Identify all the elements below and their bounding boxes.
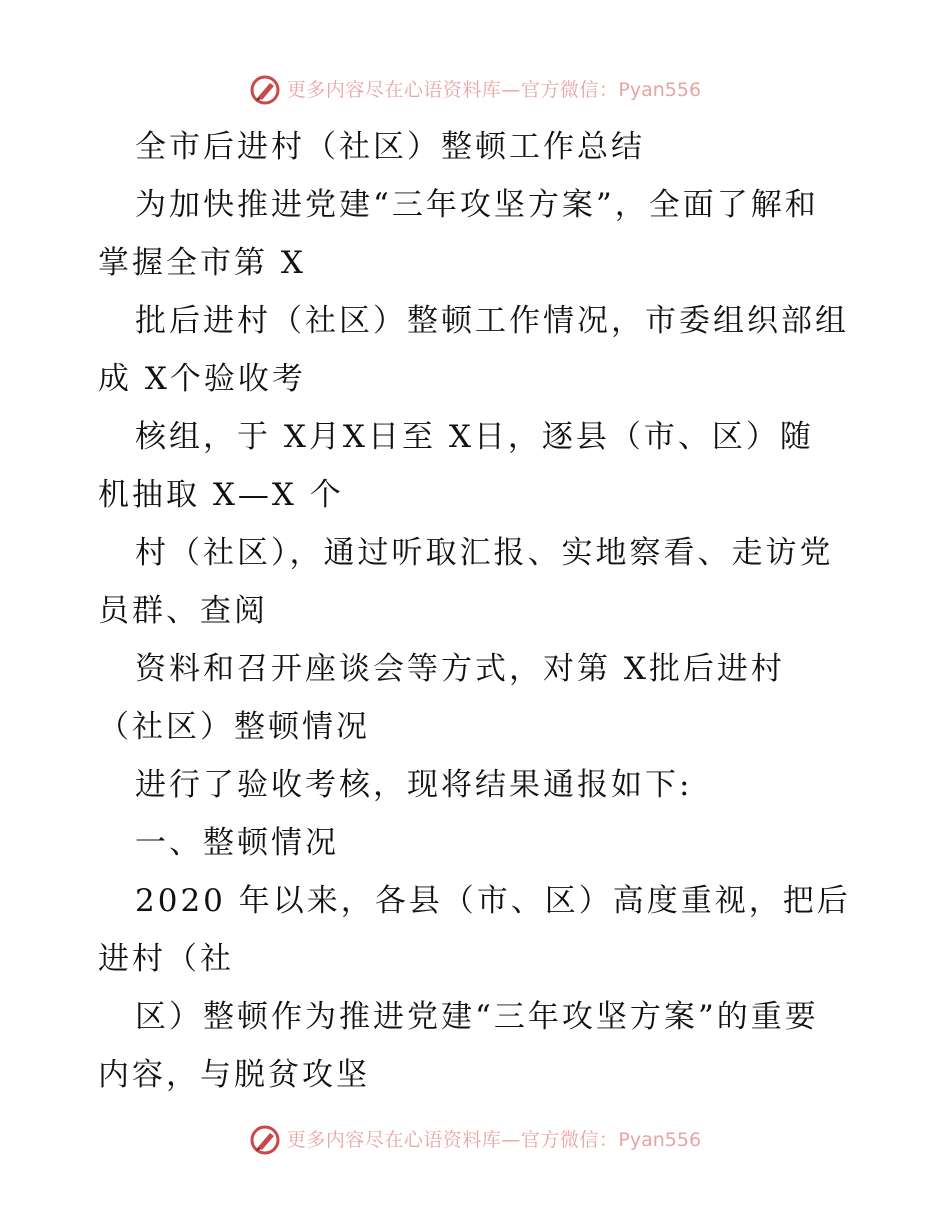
paragraph-line: 进村（社 xyxy=(98,941,234,977)
watermark-text: 更多内容尽在心语资料库—官方微信： xyxy=(286,1129,619,1151)
paragraph-line: 区）整顿作为推进党建“三年攻坚方案”的重要 xyxy=(135,999,819,1035)
paragraph-line: 员群、查阅 xyxy=(98,593,268,629)
paragraph-line: 核组，于 X月X日至 X日，逐县（市、区）随 xyxy=(135,419,814,455)
paragraph-line: 成 X个验收考 xyxy=(98,361,306,397)
paragraph-line: （社区）整顿情况 xyxy=(98,709,370,745)
paragraph-line: 资料和召开座谈会等方式，对第 X批后进村 xyxy=(135,651,785,687)
paragraph-line: 掌握全市第 X xyxy=(98,245,306,281)
pen-logo-icon xyxy=(249,74,281,106)
watermark-contact: Pyan556 xyxy=(618,79,702,101)
watermark-contact: Pyan556 xyxy=(618,1129,702,1151)
paragraph-line: 内容，与脱贫攻坚 xyxy=(98,1057,370,1093)
paragraph-line: 机抽取 X—X 个 xyxy=(98,477,344,513)
paragraph-line: 为加快推进党建“三年攻坚方案”，全面了解和 xyxy=(135,187,819,223)
section-heading: 一、整顿情况 xyxy=(135,825,339,861)
header-watermark xyxy=(0,72,950,108)
footer-watermark xyxy=(0,1122,950,1158)
paragraph-line: 村（社区），通过听取汇报、实地察看、走访党 xyxy=(135,535,834,571)
paragraph-line: 进行了验收考核，现将结果通报如下: xyxy=(135,767,693,803)
watermark-text: 更多内容尽在心语资料库—官方微信： xyxy=(286,79,619,101)
paragraph-line: 2020 年以来，各县（市、区）高度重视，把后 xyxy=(135,883,851,919)
pen-logo-icon xyxy=(249,1124,281,1156)
paragraph-line: 批后进村（社区）整顿工作情况，市委组织部组 xyxy=(135,303,849,339)
document-title: 全市后进村（社区）整顿工作总结 xyxy=(135,129,645,165)
